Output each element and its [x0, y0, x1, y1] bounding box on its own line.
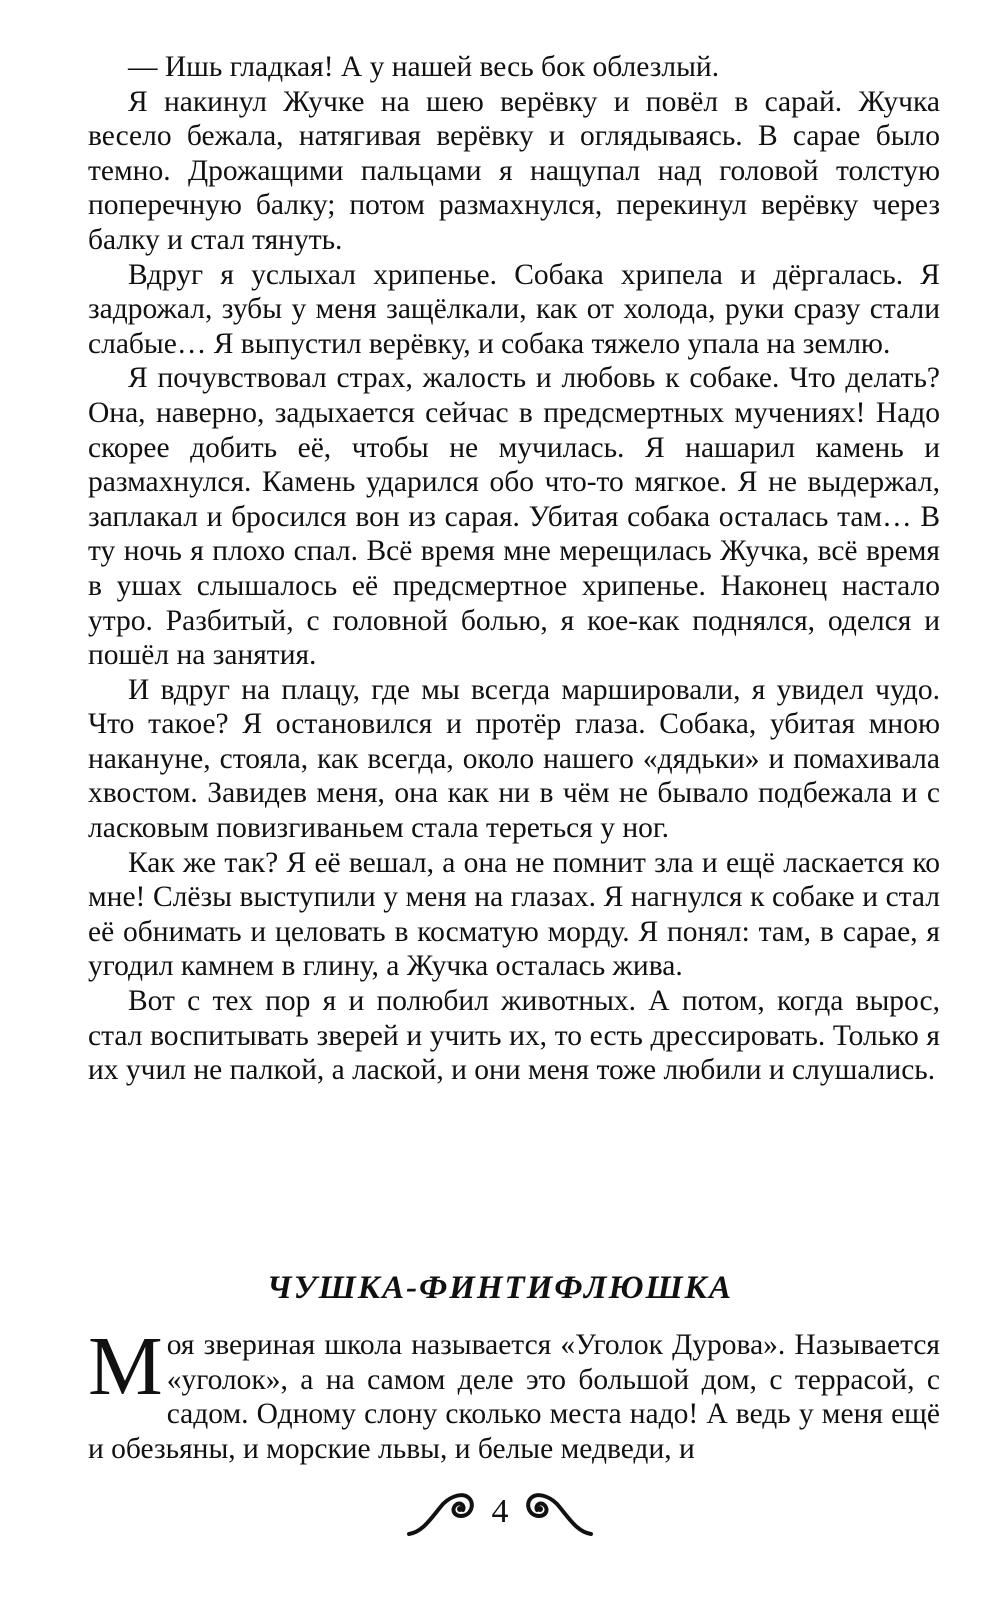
- paragraph-7: Вот с тех пор я и полюбил животных. А потом, когда вырос, стал воспитывать зверей и учить их, то есть дрессировать. Только я их учил не палкой, а лаской, и они меня тоже любили и слушались.: [88, 985, 940, 1087]
- drop-cap-letter: М: [88, 1320, 163, 1413]
- story-text: [88, 50, 940, 1088]
- page-footer: [0, 1488, 1000, 1548]
- paragraph-6: Как же так? Я её вешал, а она не помнит зла и ещё ласкается ко мне! Слёзы выступили у меня на глазах. Я нагнулся к собаке и стал её обнимать и целовать в косматую морду. Я понял: там, в сарае, я угодил камнем в глину, а Жучка осталась жива.: [88, 846, 940, 983]
- paragraph-3: Вдруг я услыхал хрипенье. Собака хрипела и дёргалась. Я задрожал, зубы у меня защёлкали, как от холода, руки сразу стали слабые… Я выпустил верёвку, и собака тяжело упала на землю.: [88, 258, 940, 360]
- paragraph-5: И вдруг на плацу, где мы всегда маршировали, я увидел чудо. Что такое? Я остановился и протёр глаза. Собака, убитая мною накануне, стояла, как всегда, около нашего «дядьки» и помахивала хвостом. Завидев меня, она как ни в чём не бывало подбежала и с ласковым повизгиваньем стала тереться у ног.: [88, 673, 940, 845]
- paragraph-4: Я почувствовал страх, жалость и любовь к собаке. Что делать? Она, наверно, задыхается сейчас в предсмертных мучениях! Надо скорее добить её, чтобы не мучилась. Я нашарил камень и размахнулся. Камень ударился обо что-то мягкое. Я не выдержал, заплакал и бросился вон из сарая. Убитая собака осталась там… В ту ночь я плохо спал. Всё время мне мерещилась Жучка, всё время в ушах слышалось её предсмертное хрипенье. Наконец настало утро. Разбитый, с головной болью, я кое-как поднялся, оделся и пошёл на занятия.: [88, 362, 940, 672]
- paragraph-2: Я накинул Жучке на шею верёвку и повёл в сарай. Жучка весело бежала, натягивая верёвку и оглядываясь. В сарае было темно. Дрожащими пальцами я нащупал над головой толстую поперечную балку; потом размахнулся, перекинул верёвку через балку и стал тянуть.: [88, 85, 940, 256]
- page-number: 4: [491, 1493, 509, 1530]
- chapter-first-paragraph: [88, 1320, 940, 1466]
- chapter-title: ЧУШКА-ФИНТИФЛЮШКА: [266, 1270, 734, 1306]
- chapter-text: [88, 1320, 940, 1466]
- chapter-first-paragraph-text: оя звериная школа называется «Уголок Дурова». Называется «уголок», а на самом деле это большой дом, с террасой, с садом. Одному слону сколько места надо! А ведь у меня ещё и обезьяны, и морские львы, и белые медведи, и: [88, 1329, 940, 1465]
- left-flourish-icon: [405, 1488, 477, 1540]
- right-flourish-icon: [523, 1488, 595, 1540]
- paragraph-1: — Ишь гладкая! А у нашей весь бок облезлый.: [128, 51, 720, 83]
